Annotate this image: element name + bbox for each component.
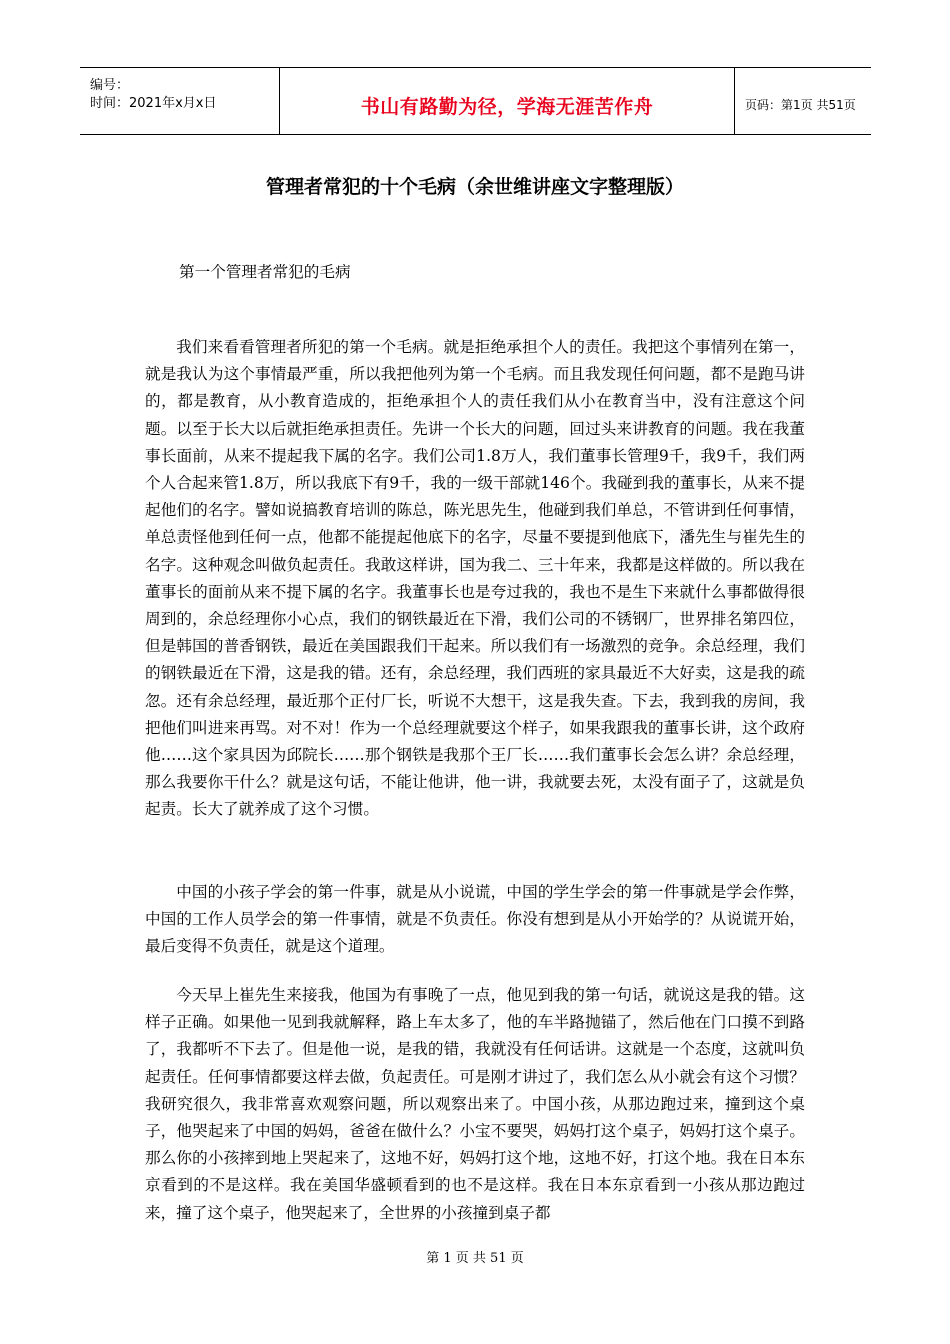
page-footer: 第 1 页 共 51 页: [426, 1251, 524, 1266]
section-heading: 第一个管理者常犯的毛病: [179, 263, 351, 281]
header-motto: 书山有路勤为径，学海无涯苦作舟: [360, 96, 654, 118]
document-title: 管理者常犯的十个毛病（余世维讲座文字整理版）: [265, 176, 684, 198]
paragraph-block: [145, 334, 805, 824]
paragraph-block: [145, 982, 805, 1227]
header-motto-cell: [280, 68, 735, 134]
body-paragraph: 今天早上崔先生来接我，他国为有事晚了一点，他见到我的第一句话，就说这是我的错。这样子正确。如果他一见到我就解释，路上车太多了，他的车半路抛锚了，然后他在门口摸不到路了，我都听不下去了。但是他一说，是我的错，我就没有任何话讲。这就是一个态度，这就叫负起责任。任何事情都要这样去做，负起责任。可是刚才讲过了，我们怎么从小就会有这个习惯？我研究很久，我非常喜欢观察问题，所以观察出来了。中国小孩，从那边跑过来，撞到这个桌子，他哭起来了中国的妈妈，爸爸在做什么？小宝不要哭，妈妈打这个桌子，妈妈打这个桌子。那么你的小孩摔到地上哭起来了，这地不好，妈妈打这个地，这地不好，打这个地。我在日本东京看到的不是这样。我在美国华盛顿看到的也不是这样。我在日本东京看到一小孩从那边跑过来，撞了这个桌子，他哭起来了，全世界的小孩撞到桌子都: [145, 986, 805, 1222]
document-number-label: 编号：: [90, 78, 130, 93]
header-table: [80, 67, 871, 135]
header-page-info: 页码：第1页 共51页: [745, 98, 856, 112]
body-paragraph: 我们来看看管理者所犯的第一个毛病。就是拒绝承担个人的责任。我把这个事情列在第一，就是我认为这个事情最严重，所以我把他列为第一个毛病。而且我发现任何问题，都不是跑马讲的，都是教育，从小教育造成的，拒绝承担个人的责任我们从小在教育当中，没有注意这个问题。以至于长大以后就拒绝承担责任。先讲一个长大的问题，回过头来讲教育的问题。我在我董事长面前，从来不提起我下属的名字。我们公司1.8万人，我们董事长管理9千，我9千，我们两个人合起来管1.8万，所以我底下有9千，我的一级干部就146个。我碰到我的董事长，从来不提起他们的名字。譬如说搞教育培训的陈总，陈光思先生，他碰到我们单总，不管讲到任何事情，单总责怪他到任何一点，他都不能提起他底下的名字，尽量不要提到他底下，潘先生与崔先生的名字。这种观念叫做负起责任。我敢这样讲，国为我二、三十年来，我都是这样做的。所以我在董事长的面前从来不提下属的名字。我董事长也是夸过我的，我也不是生下来就什么事都做得很周到的，余总经理你小心点，我们的钢铁最近在下滑，我们公司的不锈钢厂，世界排名第四位，但是韩国的普香钢铁，最近在美国跟我们干起来。所以我们有一场激烈的竞争。余总经理，我们的钢铁最近在下滑，这是我的错。还有，余总经理，我们西班的家具最近不大好卖，这是我的疏忽。还有余总经理，最近那个正付厂长，听说不大想干，这是我失查。下去，我到我的房间，我把他们叫进来再骂。对不对！作为一个总经理就要这个样子，如果我跟我的董事长讲，这个政府他……这个家具因为邱院长……那个钢铁是我那个王厂长……我们董事长会怎么讲？余总经理，那么我要你干什么？就是这句话，不能让他讲，他一讲，我就要去死，太没有面子了，这就是负起责。长大了就养成了这个习惯。: [145, 338, 805, 819]
body-paragraph: 中国的小孩子学会的第一件事，就是从小说谎，中国的学生学会的第一件事就是学会作弊，中国的工作人员学会的第一件事情，就是不负责任。你没有想到是从小开始学的？从说谎开始，最后变得不负责任，就是这个道理。: [145, 883, 805, 956]
header-info-cell: [80, 68, 280, 134]
document-time-label: 时间：2021年x月x日: [90, 96, 217, 111]
paragraph-block: [145, 879, 805, 961]
header-page-cell: [735, 68, 871, 134]
